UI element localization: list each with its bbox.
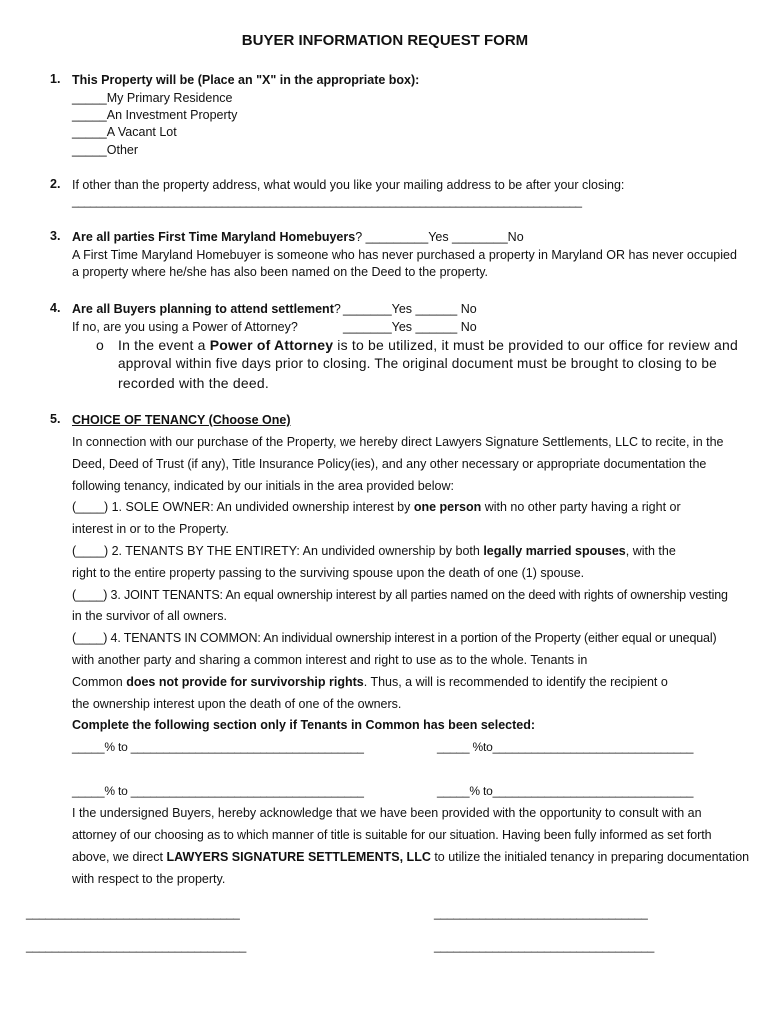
- acknowledgement-line-2: attorney of our choosing as to which manner of title is suitable for our situation. Having been fully informed as set forth: [72, 828, 712, 842]
- tenancy-option-entirety[interactable]: [72, 543, 676, 559]
- q5-intro-line-1: In connection with our purchase of the Property, we hereby direct Lawyers Signature Settlements, LLC to recite, in the: [72, 435, 724, 449]
- q1-number: 1.: [50, 72, 61, 86]
- q4-bullet: o: [96, 337, 104, 353]
- tic-share-4-field[interactable]: _____% to_______________________________: [437, 784, 694, 798]
- q1-option-primary-residence[interactable]: _____My Primary Residence: [72, 91, 233, 105]
- q5-heading: CHOICE OF TENANCY (Choose One): [72, 413, 291, 427]
- q5-number: 5.: [50, 412, 61, 426]
- q4-question-mark: ?: [333, 302, 341, 316]
- q4-attend-yes-no-field[interactable]: _______Yes ______ No: [343, 302, 477, 316]
- ack-company-name: LAWYERS SIGNATURE SETTLEMENTS, LLC: [166, 850, 431, 864]
- q1-option-investment-property[interactable]: _____An Investment Property: [72, 108, 238, 122]
- q4-number: 4.: [50, 301, 61, 315]
- q3-note-line-1: A First Time Maryland Homebuyer is someone who has never purchased a property in Maryland OR has never occupied: [72, 248, 737, 262]
- q5-intro-line-2: Deed, Deed of Trust (if any), Title Insurance Policy(ies), and any other necessary or appropriate documentation the: [72, 457, 707, 471]
- signature-line-1-right[interactable]: _________________________________: [434, 906, 648, 920]
- signature-line-2-left[interactable]: __________________________________: [26, 939, 247, 953]
- q3-question-bold: Are all parties First Time Maryland Homebuyers: [72, 230, 356, 244]
- in-common-text-a: Common: [72, 675, 127, 689]
- q1-option-other[interactable]: _____Other: [72, 143, 139, 157]
- q4-poa-question: If no, are you using a Power of Attorney?: [72, 320, 298, 334]
- q4-poa-note-line-2: approval within five days prior to closing. The original document must be brought to closing to be: [118, 356, 717, 371]
- in-common-line-4: the ownership interest upon the death of one of the owners.: [72, 697, 402, 711]
- sole-owner-line-2: interest in or to the Property.: [72, 522, 229, 536]
- q3-number: 3.: [50, 229, 61, 243]
- q2-question: If other than the property address, what would you like your mailing address to be after your closing:: [72, 178, 625, 192]
- acknowledgement-line-3: [72, 849, 749, 865]
- form-title: BUYER INFORMATION REQUEST FORM: [241, 32, 529, 49]
- in-common-text-c: . Thus, a will is recommended to identify the recipient o: [363, 675, 668, 689]
- tenancy-option-sole-owner[interactable]: [72, 499, 681, 515]
- q4-question: [72, 301, 341, 317]
- in-common-line-2: with another party and sharing a common interest and right to use as to the whole. Tenants in: [72, 653, 588, 667]
- entirety-text-c: , with the: [625, 544, 676, 558]
- acknowledgement-line-4: with respect to the property.: [72, 872, 226, 886]
- ack-text-c: to utilize the initialed tenancy in preparing documentation: [430, 850, 750, 864]
- tic-share-1-field[interactable]: _____% to ____________________________________: [72, 740, 364, 754]
- entirety-text-bold: legally married spouses: [483, 544, 626, 558]
- joint-tenants-line-2: in the survivor of all owners.: [72, 609, 227, 623]
- q4-poa-note-line-3: recorded with the deed.: [118, 375, 269, 391]
- in-common-line-3: [72, 674, 668, 690]
- ack-text-a: above, we direct: [72, 850, 167, 864]
- entirety-line-2: right to the entire property passing to the surviving spouse upon the death of one (1) spouse.: [72, 566, 585, 580]
- in-common-text-bold: does not provide for survivorship rights: [126, 675, 364, 689]
- q2-number: 2.: [50, 177, 61, 191]
- sole-owner-text-c: with no other party having a right or: [481, 500, 681, 514]
- tenancy-option-in-common[interactable]: (____) 4. TENANTS IN COMMON: An individual ownership interest in a portion of the Property (either equal or unequal): [72, 631, 717, 645]
- q2-mailing-address-field[interactable]: _____________________________________________________________________________________: [72, 196, 582, 208]
- q3-question: [72, 229, 524, 245]
- acknowledgement-line-1: I the undersigned Buyers, hereby acknowledge that we have been provided with the opportunity to consult with an: [72, 806, 702, 820]
- sole-owner-text-bold: one person: [413, 500, 482, 514]
- entirety-text-a: (____) 2. TENANTS BY THE ENTIRETY: An undivided ownership by both: [72, 544, 484, 558]
- q4-poa-note-a: In the event a: [118, 337, 210, 353]
- signature-line-2-right[interactable]: __________________________________: [434, 939, 655, 953]
- tic-share-3-field[interactable]: _____% to ____________________________________: [72, 784, 364, 798]
- tenancy-option-joint-tenants[interactable]: (____) 3. JOINT TENANTS: An equal ownership interest by all parties named on the deed with rights of ownership vesting: [72, 588, 728, 602]
- tic-heading: Complete the following section only if Tenants in Common has been selected:: [72, 718, 536, 732]
- q3-note-line-2: a property where he/she has also been named on the Deed to the property.: [72, 265, 489, 279]
- signature-line-1-left[interactable]: _________________________________: [26, 906, 240, 920]
- q4-poa-yes-no-field[interactable]: _______Yes ______ No: [343, 320, 477, 334]
- q4-poa-note-line-1: [118, 337, 738, 353]
- q1-question: This Property will be (Place an "X" in the appropriate box):: [72, 73, 420, 87]
- q5-intro-line-3: following tenancy, indicated by our initials in the area provided below:: [72, 479, 454, 493]
- sole-owner-text-a: (____) 1. SOLE OWNER: An undivided ownership interest by: [72, 500, 414, 514]
- q1-option-vacant-lot[interactable]: _____A Vacant Lot: [72, 125, 177, 139]
- tic-share-2-field[interactable]: _____ %to_______________________________: [437, 740, 694, 754]
- q4-question-bold: Are all Buyers planning to attend settlement: [72, 302, 334, 316]
- q4-poa-note-c: is to be utilized, it must be provided to our office for review and: [333, 337, 738, 353]
- q3-yes-no-field[interactable]: ? _________Yes ________No: [355, 230, 524, 244]
- q4-poa-note-bold: Power of Attorney: [209, 337, 334, 353]
